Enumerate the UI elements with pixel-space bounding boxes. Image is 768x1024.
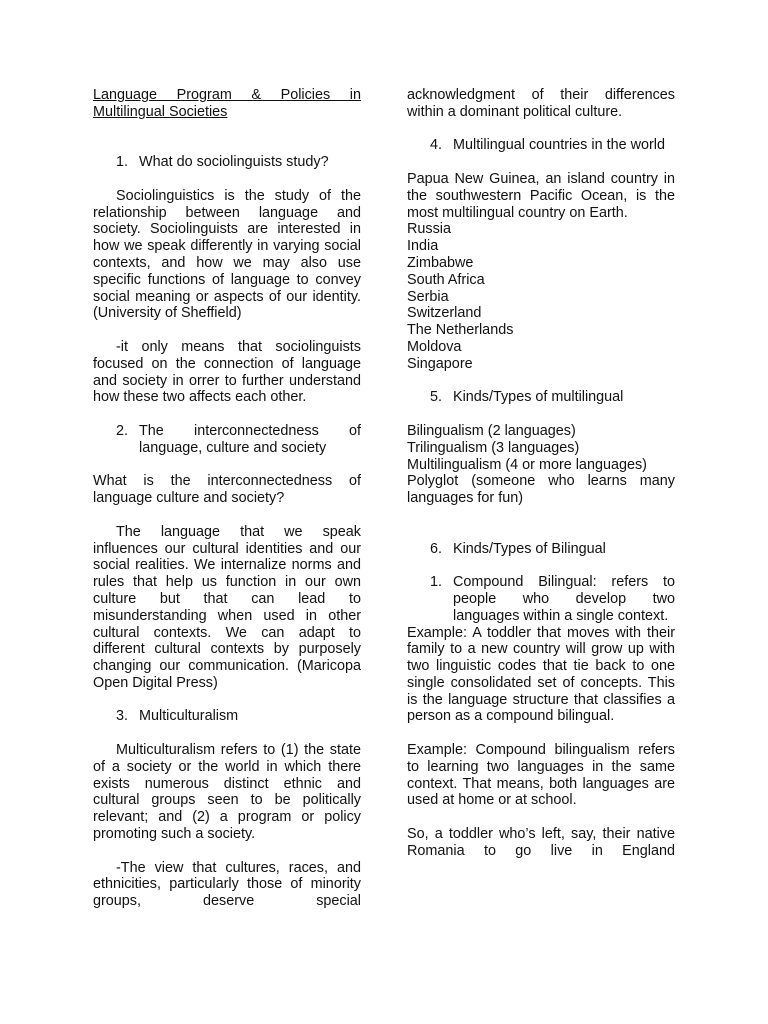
- heading-3-text: Multiculturalism: [139, 708, 239, 725]
- heading-4-text: Multilingual countries in the world: [453, 137, 665, 154]
- country-item: Moldova: [407, 338, 462, 355]
- country-item: Zimbabwe: [407, 254, 474, 271]
- paragraph-acknowledgment: acknowledgment of their differences within a dominant political culture.: [407, 87, 675, 120]
- paragraph-sociolinguistics: Sociolinguistics is the study of the relationship between language and society. Sociolinguists are interested in how we speak differently in varying social contexts, and how we may also use specific functions of language to convey social meaning or aspects of our identity. (University of Sheffield): [93, 187, 361, 322]
- country-item: Russia: [407, 221, 451, 238]
- paragraph-multiculturalism-view: -The view that cultures, races, and ethnicities, particularly those of minority groups, deserve special: [93, 859, 361, 910]
- heading-2: [93, 423, 361, 457]
- paragraph-language-influence: The language that we speak influences our cultural identities and our social realities. We internalize norms and rules that help us function in our own culture but that can lead to misunderstanding when used in other cultural contexts. We can adapt to different cultural contexts by purposely changing our communication. (Maricopa Open Digital Press): [93, 523, 361, 691]
- heading-6: [407, 541, 675, 558]
- heading-3-number: 3.: [116, 708, 129, 725]
- paragraph-interconnectedness-question: What is the interconnectedness of language culture and society?: [93, 473, 361, 507]
- heading-1: [93, 154, 361, 171]
- paragraph-example-toddler: Example: A toddler that moves with their family to a new country will grow up with two linguistic codes that tie back to one single consolidated set of concepts. This is the language structure that classifies a person as a compound bilingual.: [407, 624, 675, 725]
- heading-1-number: 1.: [116, 154, 129, 171]
- paragraph-multiculturalism: Multiculturalism refers to (1) the state of a society or the world in which there exists numerous distinct ethnic and cultural groups seen to be politically relevant; and (2) a program or policy promoting such a society.: [93, 742, 361, 843]
- paragraph-papua-new-guinea: Papua New Guinea, an island country in the southwestern Pacific Ocean, is the most multilingual country on Earth.: [407, 170, 675, 221]
- multilingual-kinds-list: [407, 423, 675, 507]
- paragraph-sociolinguistics-note: -it only means that sociolinguists focused on the connection of language and society in orrer to further understand how these two affects each other.: [93, 338, 361, 406]
- heading-4: [407, 137, 675, 154]
- country-item: Switzerland: [407, 305, 482, 322]
- subheading-number: 1.: [430, 574, 443, 591]
- heading-6-text: Kinds/Types of Bilingual: [453, 540, 606, 557]
- subheading-compound-bilingual: [407, 574, 675, 624]
- heading-2-number: 2.: [116, 422, 129, 439]
- kind-item: Multilingualism (4 or more languages): [407, 456, 647, 473]
- subheading-text: Compound Bilingual: refers to people who develop two languages within a single context.: [453, 574, 675, 624]
- heading-2-text: The interconnectedness of language, culture and society: [139, 422, 361, 456]
- right-column: [407, 87, 675, 860]
- heading-1-text: What do sociolinguists study?: [139, 154, 329, 171]
- document-title: Language Program & Policies in Multilingual Societies: [93, 87, 361, 120]
- paragraph-example-compound: Example: Compound bilingualism refers to learning two languages in the same context. That means, both languages are used at home or at school.: [407, 742, 675, 809]
- heading-4-number: 4.: [430, 137, 443, 154]
- paragraph-romania: So, a toddler who’s left, say, their native Romania to go live in England: [407, 826, 675, 859]
- kind-item: Trilingualism (3 languages): [407, 439, 580, 456]
- heading-6-number: 6.: [430, 540, 443, 557]
- country-item: The Netherlands: [407, 322, 514, 339]
- kind-item: Polyglot (someone who learns many languages for fun): [407, 473, 675, 507]
- left-column: [93, 87, 361, 910]
- country-item: Serbia: [407, 288, 449, 305]
- country-list: [407, 221, 675, 372]
- heading-5-number: 5.: [430, 389, 443, 406]
- heading-5: [407, 389, 675, 406]
- country-item: South Africa: [407, 271, 485, 288]
- country-item: India: [407, 238, 439, 255]
- heading-3: [93, 708, 361, 725]
- heading-5-text: Kinds/Types of multilingual: [453, 389, 624, 406]
- kind-item: Bilingualism (2 languages): [407, 422, 576, 439]
- country-item: Singapore: [407, 355, 473, 372]
